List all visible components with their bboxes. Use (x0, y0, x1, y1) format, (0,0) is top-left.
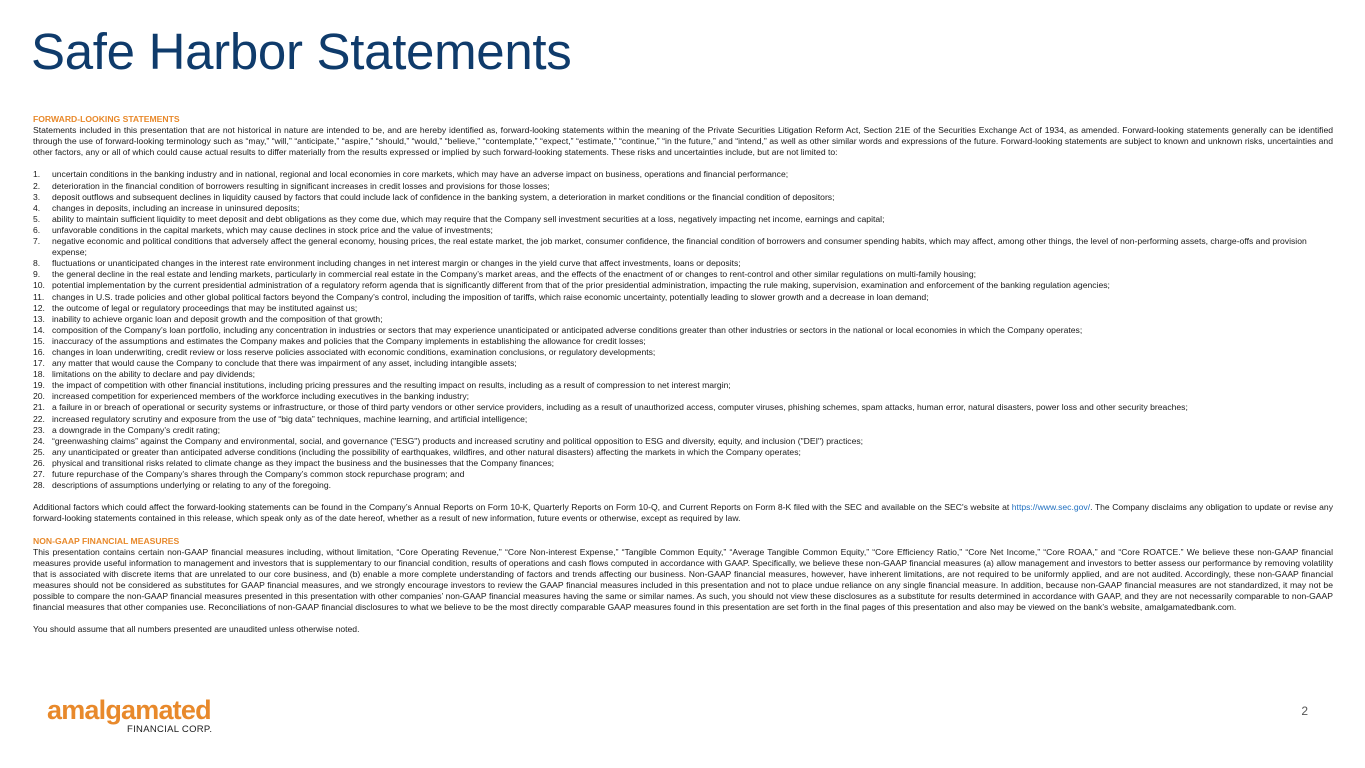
risk-factor-text: uncertain conditions in the banking industry and in national, regional and local economies in core markets, which may have an adverse impact on business, operations and financial performance; (52, 169, 789, 180)
risk-factor-text: potential implementation by the current presidential administration of a regulatory reform agenda that is significantly different from that of the prior presidential administration, impacting the rule making, supervision, examination and enforcement of the banking regulation agencies; (52, 280, 1110, 291)
risk-factor-number: 20. (33, 391, 45, 402)
risk-factor-item (33, 325, 1333, 336)
logo-wordmark: amalgamated (47, 695, 211, 725)
risk-factor-number: 3. (33, 191, 41, 202)
risk-factor-number: 7. (33, 236, 41, 247)
risk-factor-text: ability to maintain sufficient liquidity to meet deposit and debt obligations as they come due, which may require that the Company sell investment securities at a loss, negatively impacting net income, earnings and capital; (52, 213, 885, 224)
risk-factor-item (33, 181, 1333, 192)
risk-factor-text: physical and transitional risks related to climate change as they impact the business and the businesses that the Company finances; (52, 457, 555, 468)
risk-factor-number: 17. (33, 358, 45, 369)
risk-factor-text: deterioration in the financial condition of borrowers resulting in significant increases in credit losses and provisions for those losses; (52, 180, 550, 191)
risk-factor-item (33, 203, 1333, 214)
risk-factor-text: fluctuations or unanticipated changes in the interest rate environment including changes in net interest margin or changes in the yield curve that affect investments, loans or deposits; (52, 258, 741, 269)
risk-factor-item (33, 303, 1333, 314)
risk-factor-text: increased regulatory scrutiny and exposure from the use of “big data” techniques, machine learning, and artificial intelligence; (52, 413, 528, 424)
risk-factor-number: 25. (33, 446, 45, 457)
risk-factor-item (33, 380, 1333, 391)
risk-factor-item (33, 258, 1333, 269)
risk-factor-number: 26. (33, 457, 45, 468)
risk-factor-text: descriptions of assumptions underlying or relating to any of the foregoing. (52, 480, 331, 491)
non-gaap-body: This presentation contains certain non-GAAP financial measures including, without limitation, “Core Operating Revenue,” “Core Non-interest Expense,” “Tangible Common Equity,” “Average Tangible Common Equity,” “Core Efficiency Ratio,” “Core Net Income,” “Core ROAA,” and “Core ROATCE.” We believe these non-GAAP financial measures provide useful information to management and investors that is supplementary to our financial condition, results of operations and cash flows computed in accordance with GAAP. Specifically, we believe these non-GAAP financial measures (a) allow management and investors to better assess our performance by removing volatility that is associated with discrete items that are unrelated to our core business, and (b) enable a more complete understanding of factors and trends affecting our business. Non-GAAP financial measures, however, have inherent limitations, are not required to be uniformly applied, and are not audited. Accordingly, these non-GAAP financial measures should not be considered as substitutes for GAAP financial measures, and we strongly encourage investors to review the GAAP financial measures included in this presentation and not to place undue reliance on any single financial measure. In addition, because non-GAAP financial measures are not standardized, it may not be possible to compare the non-GAAP financial measures presented in this presentation with other companies’ non-GAAP financial measures having the same or similar names. As such, you should not view these disclosures as a substitute for results determined in accordance with GAAP, and they are not necessarily comparable to non-GAAP financial measures that other companies use. Reconciliations of non-GAAP financial disclosures to what we believe to be the most directly comparable GAAP measures found in this presentation are set forth in the final pages of this presentation and also may be viewed on the bank’s website, amalgamatedbank.com. (33, 546, 1333, 613)
risk-factor-number: 27. (33, 469, 45, 479)
non-gaap-heading: NON-GAAP FINANCIAL MEASURES (33, 535, 180, 546)
risk-factor-number: 23. (33, 424, 45, 435)
risk-factor-text: inaccuracy of the assumptions and estimates the Company makes and policies that the Company implements in establishing the allowance for credit losses; (52, 335, 646, 346)
risk-factor-item (33, 358, 1333, 369)
risk-factor-item (33, 469, 1333, 480)
additional-factors-text: Additional factors which could affect the forward-looking statements can be found in the Company’s Annual Reports on Form 10-K, Quarterly Reports on Form 10-Q, and Current Reports on Form 8-K filed with the SEC and available on the SEC's website at (33, 502, 1012, 513)
risk-factor-item (33, 436, 1333, 447)
risk-factor-text: the general decline in the real estate and lending markets, particularly in commercial real estate in the Company’s market areas, and the effects of the enactment of or changes to rent-control and other similar regulations on multi-family housing; (52, 269, 976, 280)
risk-factor-number: 24. (33, 435, 45, 446)
disclaimer-text: . The Company disclaims any obligation to update or revise any forward-looking statements contained in this release, which speak only as of the date hereof, whether as a result of new information, future events or otherwise, except as required by law. (33, 502, 1333, 524)
risk-factor-item (33, 225, 1333, 236)
risk-factor-item (33, 314, 1333, 325)
risk-factor-list (33, 169, 1333, 491)
page-title: Safe Harbor Statements (31, 23, 572, 80)
risk-factor-text: changes in loan underwriting, credit review or loss reserve policies associated with economic conditions, examination conclusions, or regulatory developments; (52, 346, 656, 357)
page-number: 2 (1301, 704, 1308, 718)
risk-factor-text: the outcome of legal or regulatory proceedings that may be instituted against us; (52, 302, 358, 313)
risk-factor-text: negative economic and political conditions that adversely affect the general economy, housing prices, the real estate market, the job market, consumer confidence, the financial condition of borrowers and consumer spending habits, which may affect, among other things, the level of non-performing assets, charge-offs and provision expense; (52, 236, 1307, 258)
company-logo (47, 695, 213, 735)
risk-factor-text: a failure in or breach of operational or security systems or infrastructure, or those of third party vendors or other service providers, including as a result of unauthorized access, computer viruses, phishing schemes, spam attacks, human error, natural disasters, power loss and other security breaches; (52, 402, 1188, 413)
risk-factor-text: increased competition for experienced members of the workforce including executives in the banking industry; (52, 391, 470, 402)
risk-factor-item (33, 425, 1333, 436)
risk-factor-text: deposit outflows and subsequent declines in liquidity caused by factors that could include lack of confidence in the banking system, a deterioration in market conditions or the financial condition of depositors; (52, 191, 835, 202)
forward-looking-intro: Statements included in this presentation that are not historical in nature are intended to be, and are hereby identified as, forward-looking statements within the meaning of the Private Securities Litigation Reform Act, Section 21E of the Securities Exchange Act of 1934, as amended. Forward-looking statements generally can be identified through the use of forward-looking terminology such as “may,” “will,” “anticipate,” “aspire,” “should,” “would,” “believe,” “contemplate,” “expect,” “estimate,” “continue,” “in the future,” and “intend,” as well as other similar words and expressions of the future. Forward-looking statements are subject to known and unknown risks, uncertainties and other factors, any or all of which could cause actual results to differ materially from the results expressed or implied by such forward-looking statements. These risks and uncertainties include, but are not limited to: (33, 125, 1333, 158)
unaudited-note: You should assume that all numbers presented are unaudited unless otherwise noted. (33, 624, 360, 635)
risk-factor-text: any matter that would cause the Company to conclude that there was impairment of any asset, including intangible assets; (52, 358, 517, 369)
risk-factor-number: 9. (33, 269, 41, 280)
risk-factor-item (33, 369, 1333, 380)
risk-factor-number: 14. (33, 324, 45, 335)
risk-factor-item (33, 458, 1333, 469)
risk-factor-number: 21. (33, 402, 45, 413)
risk-factor-number: 5. (33, 213, 41, 224)
risk-factor-number: 2. (33, 180, 41, 191)
risk-factor-number: 18. (33, 369, 45, 380)
risk-factor-text: changes in deposits, including an increase in uninsured deposits; (52, 202, 300, 213)
risk-factor-number: 28. (33, 480, 45, 491)
risk-factor-number: 15. (33, 335, 45, 346)
logo-subtitle: FINANCIAL CORP. (127, 724, 213, 735)
risk-factor-text: future repurchase of the Company’s shares through the Company’s common stock repurchase program; and (52, 469, 465, 479)
risk-factor-number: 22. (33, 413, 45, 424)
risk-factor-number: 1. (33, 169, 41, 180)
risk-factor-item (33, 347, 1333, 358)
risk-factor-item (33, 414, 1333, 425)
additional-factors-paragraph (33, 502, 1333, 524)
risk-factor-item (33, 236, 1333, 258)
risk-factor-number: 16. (33, 346, 45, 357)
risk-factor-text: limitations on the ability to declare and pay dividends; (52, 369, 256, 380)
risk-factor-number: 11. (33, 291, 45, 302)
risk-factor-text: the impact of competition with other financial institutions, including pricing pressures and the resulting impact on results, including as a result of compression to net interest margin; (52, 380, 731, 391)
risk-factor-item (33, 269, 1333, 280)
risk-factor-number: 8. (33, 258, 41, 269)
risk-factor-item (33, 280, 1333, 291)
risk-factor-number: 12. (33, 302, 45, 313)
risk-factor-item (33, 169, 1333, 180)
risk-factor-text: changes in U.S. trade policies and other global political factors beyond the Company’s control, including the imposition of tariffs, which raise economic uncertainty, potentially leading to slower growth and a decrease in loan demand; (52, 291, 929, 302)
risk-factor-text: composition of the Company’s loan portfolio, including any concentration in industries or sectors that may experience unanticipated or anticipated adverse conditions greater than other industries or sectors in the national or local economies in which the Company operates; (52, 324, 1083, 335)
risk-factor-item (33, 402, 1333, 413)
risk-factor-text: any unanticipated or greater than anticipated adverse conditions (including the possibility of earthquakes, wildfires, and other natural disasters) affecting the markets in which the Company operates; (52, 446, 801, 457)
risk-factor-text: “greenwashing claims” against the Company and environmental, social, and governance ("ESG") products and increased scrutiny and political opposition to ESG and diversity, equity, and inclusion ("DEI") practices; (52, 435, 864, 446)
risk-factor-number: 6. (33, 224, 41, 235)
risk-factor-number: 13. (33, 313, 45, 324)
risk-factor-item (33, 336, 1333, 347)
risk-factor-item (33, 480, 1333, 491)
risk-factor-number: 10. (33, 280, 45, 291)
risk-factor-text: a downgrade in the Company’s credit rating; (52, 424, 220, 435)
risk-factor-number: 4. (33, 202, 41, 213)
risk-factor-number: 19. (33, 380, 45, 391)
risk-factor-text: unfavorable conditions in the capital markets, which may cause declines in stock price and the value of investments; (52, 224, 493, 235)
risk-factor-item (33, 214, 1333, 225)
forward-looking-heading: FORWARD-LOOKING STATEMENTS (33, 114, 180, 124)
risk-factor-item (33, 192, 1333, 203)
risk-factor-item (33, 447, 1333, 458)
risk-factor-item (33, 292, 1333, 303)
risk-factor-item (33, 391, 1333, 402)
risk-factor-text: inability to achieve organic loan and deposit growth and the composition of that growth; (52, 313, 383, 324)
sec-website-link[interactable]: https://www.sec.gov/ (1011, 502, 1091, 513)
disclosure-body (33, 114, 1333, 635)
